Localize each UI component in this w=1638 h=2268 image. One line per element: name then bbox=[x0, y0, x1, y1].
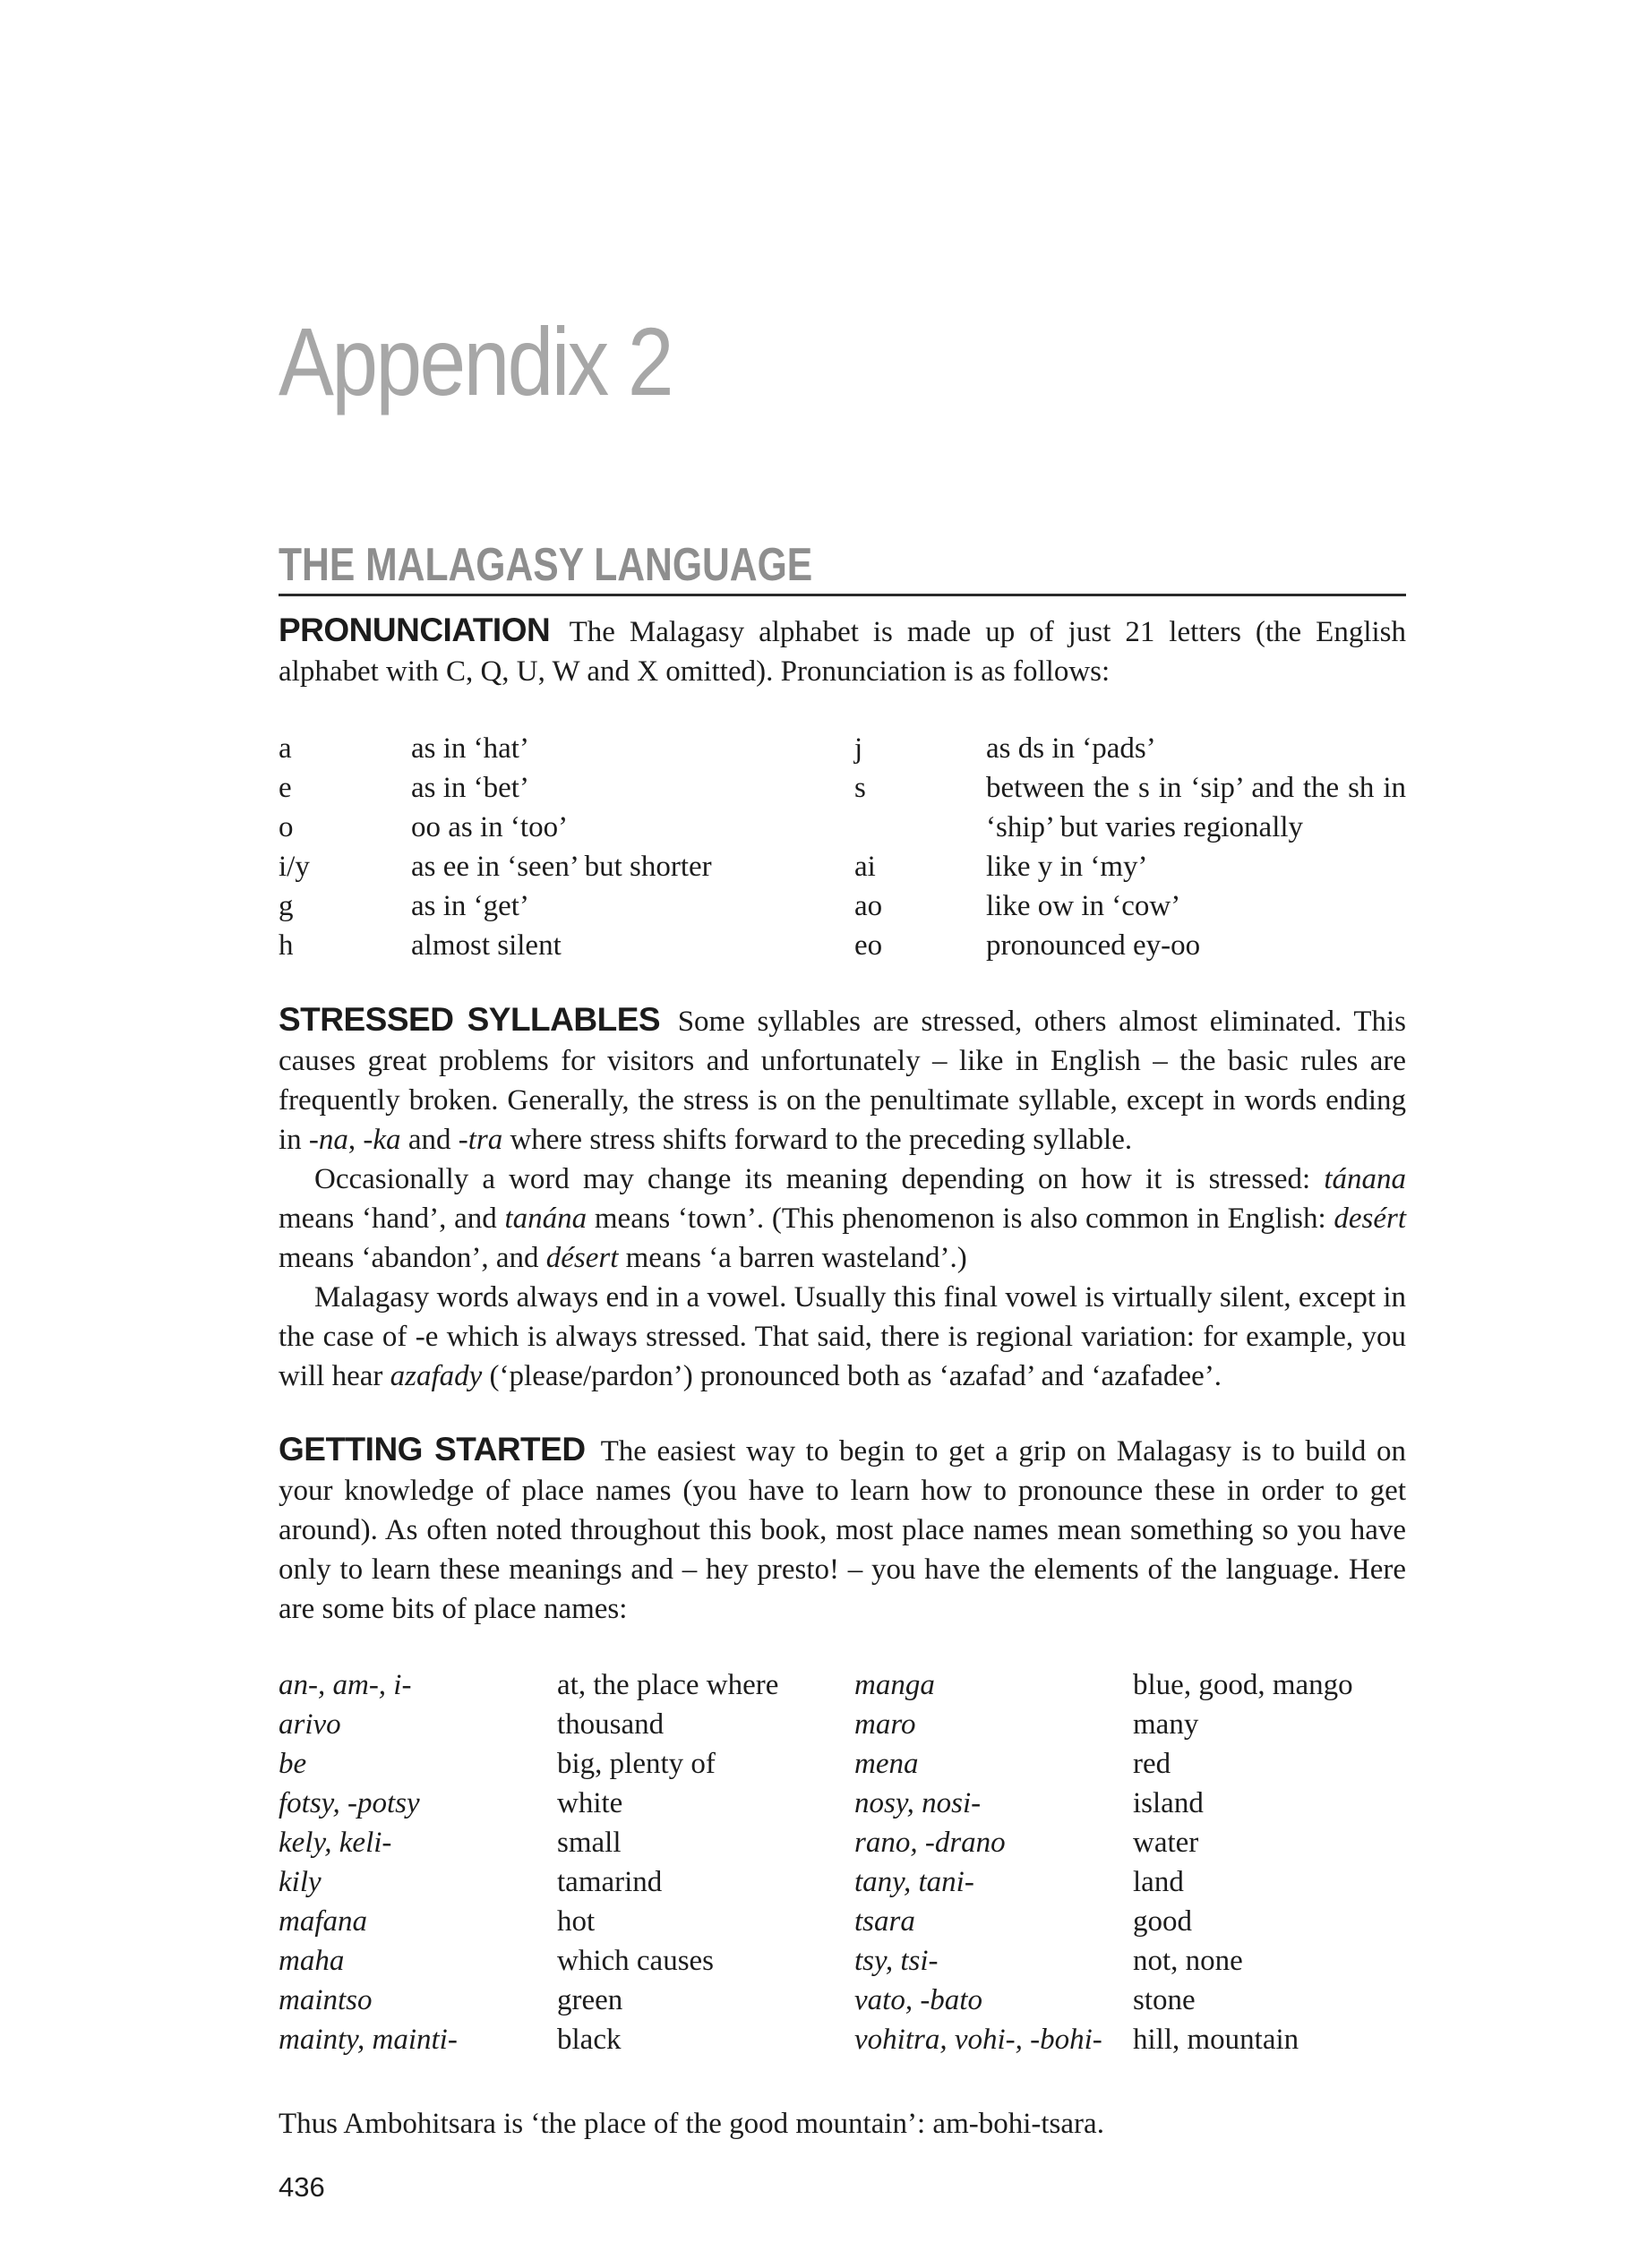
pronunciation-heading: PRONUNCIATION bbox=[279, 612, 551, 648]
letter-cell: ai bbox=[854, 851, 876, 883]
term-cell: arivo bbox=[279, 1708, 341, 1741]
meaning-cell: many bbox=[1133, 1708, 1199, 1741]
term-cell: kely, keli- bbox=[279, 1827, 392, 1859]
term-cell: maro bbox=[854, 1708, 916, 1741]
letter-cell: j bbox=[854, 732, 863, 765]
getting-started-text: The easiest way to begin to get a grip on Malagasy is to build on your knowledge of place names (you have to learn how to pronounce these in order to get around). As often noted throughout this book, most place names mean something so you have only to learn these meanings and – hey presto! – you have the elements of the language. Here are some bits of place names: bbox=[279, 1435, 1407, 1625]
sound-cell: like ow in ‘cow’ bbox=[986, 890, 1181, 922]
stressed-paragraph-1 bbox=[279, 1000, 1406, 1160]
letter-cell: s bbox=[854, 772, 866, 804]
table-row bbox=[279, 926, 1406, 965]
table-row bbox=[279, 768, 1406, 808]
italic-run: -ka bbox=[363, 1124, 401, 1156]
italic-run: tánana bbox=[1324, 1163, 1406, 1195]
text-run: where stress shifts forward to the preceding syllable. bbox=[502, 1124, 1133, 1156]
italic-run: desért bbox=[1334, 1202, 1407, 1235]
sound-cell: like y in ‘my’ bbox=[986, 851, 1148, 883]
sound-cell: as ds in ‘pads’ bbox=[986, 732, 1156, 765]
term-cell: be bbox=[279, 1748, 307, 1780]
pronunciation-text: The Malagasy alphabet is made up of just 21 letters (the English alphabet with C, Q, U, W and X omitted). Pronunciation is as follows: bbox=[279, 616, 1406, 688]
meaning-cell: island bbox=[1133, 1787, 1204, 1819]
page-number: 436 bbox=[279, 2171, 325, 2203]
table-row bbox=[279, 1665, 1406, 1705]
term-cell: mainty, mainti- bbox=[279, 2024, 458, 2056]
text-run: means ‘town’. (This phenomenon is also common in English: bbox=[587, 1202, 1334, 1235]
meaning-cell: thousand bbox=[557, 1708, 665, 1741]
getting-started-heading: GETTING STARTED bbox=[279, 1431, 586, 1468]
text-run: means ‘a barren wasteland’.) bbox=[618, 1242, 967, 1274]
text-run: and bbox=[400, 1124, 459, 1156]
section-title: THE MALAGASY LANGUAGE bbox=[279, 539, 813, 591]
appendix-title: Appendix 2 bbox=[279, 307, 672, 415]
sound-cell: as in ‘bet’ bbox=[411, 772, 529, 804]
meaning-cell: not, none bbox=[1133, 1945, 1243, 1977]
text-run: Some syllables are stressed, others almost eliminated. This causes great problems for visitors and unfortunately – like in English – the basic rules are frequently broken. Generally, the stress is on the penultimate syllable, except in words ending in bbox=[279, 1006, 1407, 1156]
meaning-cell: which causes bbox=[557, 1945, 715, 1977]
table-row bbox=[279, 1744, 1406, 1784]
italic-run: -tra bbox=[458, 1124, 503, 1156]
place-name-table bbox=[279, 1665, 1406, 2059]
table-row bbox=[279, 1823, 1406, 1862]
meaning-cell: tamarind bbox=[557, 1866, 663, 1898]
conclusion-text: Thus Ambohitsara is ‘the place of the good mountain’: am-bohi-tsara. bbox=[279, 2108, 1104, 2140]
letter-cell: o bbox=[279, 811, 294, 843]
term-cell: an-, am-, i- bbox=[279, 1669, 412, 1701]
italic-run: azafady bbox=[390, 1360, 483, 1392]
table-row bbox=[279, 729, 1406, 768]
conclusion-paragraph bbox=[279, 2104, 1406, 2144]
meaning-cell: red bbox=[1133, 1748, 1171, 1780]
text-run: means ‘abandon’, and bbox=[279, 1242, 546, 1274]
sound-cell: as ee in ‘seen’ but shorter bbox=[411, 851, 712, 883]
text-run: , bbox=[347, 1124, 364, 1156]
letter-cell: ao bbox=[854, 890, 883, 922]
pronunciation-paragraph bbox=[279, 611, 1406, 691]
section-rule bbox=[279, 594, 1406, 596]
stressed-paragraph-3 bbox=[279, 1278, 1406, 1396]
sound-cell: between the s in ‘sip’ and the sh in ‘ship’ but varies regionally bbox=[986, 772, 1406, 843]
term-cell: maintso bbox=[279, 1984, 373, 2016]
letter-cell: e bbox=[279, 772, 292, 804]
meaning-cell: small bbox=[557, 1827, 622, 1859]
stressed-paragraph-2 bbox=[279, 1160, 1406, 1278]
letter-cell: i/y bbox=[279, 851, 310, 883]
pronunciation-table bbox=[279, 729, 1406, 965]
sound-cell: pronounced ey-oo bbox=[986, 929, 1201, 962]
sound-cell: as in ‘hat’ bbox=[411, 732, 529, 765]
sound-cell: oo as in ‘too’ bbox=[411, 811, 569, 843]
meaning-cell: green bbox=[557, 1984, 623, 2016]
meaning-cell: big, plenty of bbox=[557, 1748, 716, 1780]
meaning-cell: good bbox=[1133, 1905, 1192, 1938]
term-cell: vohitra, vohi-, -bohi- bbox=[854, 2024, 1102, 2056]
term-cell: fotsy, -potsy bbox=[279, 1787, 420, 1819]
table-row bbox=[279, 1862, 1406, 1902]
meaning-cell: blue, good, mango bbox=[1133, 1669, 1353, 1701]
meaning-cell: water bbox=[1133, 1827, 1199, 1859]
text-run: (‘please/pardon’) pronounced both as ‘azafad’ and ‘azafadee’. bbox=[482, 1360, 1222, 1392]
table-row bbox=[279, 2020, 1406, 2059]
term-cell: tany, tani- bbox=[854, 1866, 974, 1898]
letter-cell: h bbox=[279, 929, 294, 962]
getting-started-paragraph bbox=[279, 1430, 1406, 1629]
document-page bbox=[279, 0, 1406, 2268]
meaning-cell: at, the place where bbox=[557, 1669, 779, 1701]
table-row bbox=[279, 1941, 1406, 1981]
term-cell: kily bbox=[279, 1866, 322, 1898]
letter-cell: g bbox=[279, 890, 294, 922]
sound-cell: almost silent bbox=[411, 929, 562, 962]
term-cell: mena bbox=[854, 1748, 919, 1780]
term-cell: manga bbox=[854, 1669, 935, 1701]
term-cell: tsy, tsi- bbox=[854, 1945, 939, 1977]
term-cell: rano, -drano bbox=[854, 1827, 1006, 1859]
text-run: means ‘hand’, and bbox=[279, 1202, 505, 1235]
term-cell: mafana bbox=[279, 1905, 367, 1938]
meaning-cell: white bbox=[557, 1787, 623, 1819]
italic-run: désert bbox=[545, 1242, 619, 1274]
term-cell: vato, -bato bbox=[854, 1984, 982, 2016]
meaning-cell: black bbox=[557, 2024, 622, 2056]
italic-run: -na bbox=[308, 1124, 348, 1156]
table-row bbox=[279, 1981, 1406, 2020]
meaning-cell: stone bbox=[1133, 1984, 1196, 2016]
table-row bbox=[279, 1784, 1406, 1823]
stressed-syllables-section bbox=[279, 1000, 1406, 1396]
term-cell: maha bbox=[279, 1945, 345, 1977]
term-cell: tsara bbox=[854, 1905, 915, 1938]
text-run: Occasionally a word may change its meaning depending on how it is stressed: bbox=[314, 1163, 1325, 1195]
text-run: Malagasy words always end in a vowel. Usually this final vowel is virtually silent, except in the case of -e which is always stressed. That said, there is regional variation: for example, you will hear bbox=[279, 1281, 1406, 1392]
meaning-cell: land bbox=[1133, 1866, 1184, 1898]
meaning-cell: hot bbox=[557, 1905, 596, 1938]
meaning-cell: hill, mountain bbox=[1133, 2024, 1299, 2056]
stressed-heading: STRESSED SYLLABLES bbox=[279, 1001, 661, 1038]
letter-cell: a bbox=[279, 732, 292, 765]
table-row bbox=[279, 1902, 1406, 1941]
sound-cell: as in ‘get’ bbox=[411, 890, 529, 922]
letter-cell: eo bbox=[854, 929, 883, 962]
table-row bbox=[279, 847, 1406, 886]
term-cell: nosy, nosi- bbox=[854, 1787, 982, 1819]
table-row bbox=[279, 886, 1406, 926]
italic-run: tanána bbox=[504, 1202, 587, 1235]
table-row bbox=[279, 1705, 1406, 1744]
